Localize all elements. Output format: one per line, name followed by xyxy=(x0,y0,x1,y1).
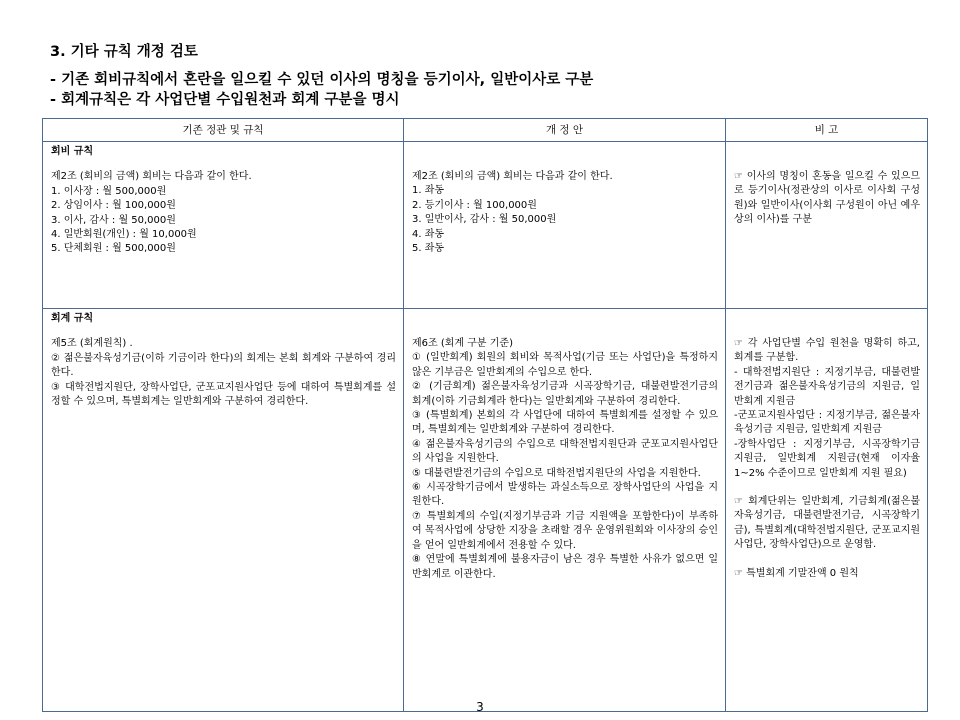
cell-lines xyxy=(734,170,920,228)
text-line: ⑦ 특별회계의 수입(지정기부금과 기금 지원액을 포함한다)이 부족하여 목적사업에 상당한 지장을 초래할 경우 운영위원회와 이사장의 승인을 얻어 일반회계에서 전용할 수 있다. xyxy=(412,510,718,551)
text-line: ④ 젊은불자육성기금의 수입으로 대학전법지원단과 군포교지원사업단의 사업을 지원한다. xyxy=(412,438,718,465)
blank-line xyxy=(734,553,920,567)
text-line: ② 젊은불자육성기금(이하 기금이라 한다)의 회계는 본회 회계와 구분하여 경리한다. xyxy=(51,352,396,379)
text-line: 2. 등기이사 : 월 100,000원 xyxy=(412,199,537,211)
cell-remarks xyxy=(726,142,928,309)
cell-remarks xyxy=(726,309,928,712)
summary-bullet-1: - 기존 회비규칙에서 혼란을 일으킬 수 있던 이사의 명칭을 등기이사, 일반이사로 구분 xyxy=(50,72,594,88)
text-line: ② (기금회계) 젊은불자육성기금과 시곡장학기금, 대불련발전기금의 회계(이하 기금회계라 한다)는 일반회계와 구분하여 경리한다. xyxy=(412,381,722,407)
text-line: ① (일반회계) 회원의 회비와 목적사업(기금 또는 사업단)을 특정하지 않은 기부금은 일반회계의 수입으로 한다. xyxy=(412,352,722,378)
section-title: 3. 기타 규칙 개정 검토 xyxy=(50,44,198,60)
header-remarks: 비 고 xyxy=(726,119,928,142)
text-line: 5. 좌동 xyxy=(412,243,445,255)
cell-existing xyxy=(43,142,404,309)
text-line: 4. 좌동 xyxy=(412,228,445,240)
cell-revision xyxy=(404,309,726,712)
text-line: 1. 좌동 xyxy=(412,185,445,197)
table-header-row xyxy=(43,119,928,142)
text-line: ⑤ 대불련발전기금의 수입으로 대학전법지원단의 사업을 지원한다. xyxy=(412,467,701,479)
text-line: 3. 이사, 감사 : 월 50,000원 xyxy=(51,214,176,226)
text-line: 3. 일반이사, 감사 : 월 50,000원 xyxy=(412,214,557,226)
text-line: ⑧ 연말에 특별회계에 불용자금이 남은 경우 특별한 사유가 없으면 일반회계로 이관한다. xyxy=(412,554,718,580)
cell-lines xyxy=(412,170,718,256)
cell-existing xyxy=(43,309,404,712)
page-number: 3 xyxy=(476,700,484,714)
text-line: -장학사업단 : 지정기부금, 시곡장학기금 지원금, 일반회계 지원금(현재 이자율 1~2% 수준이므로 일반회계 지원 필요) xyxy=(734,438,924,479)
text-line: ☞ 각 사업단별 수입 원천을 명확히 하고, 회계를 구분함. xyxy=(734,338,924,364)
text-line: 5. 단체회원 : 월 500,000원 xyxy=(51,243,176,255)
cell-revision xyxy=(404,142,726,309)
text-line: ☞ 이사의 명칭이 혼동을 일으킬 수 있으므로 등기이사(정관상의 이사로 이사회 구성원)와 일반이사(이사회 구성원이 아닌 예우상의 이사)를 구분 xyxy=(734,171,920,226)
text-line: 2. 상임이사 : 월 100,000원 xyxy=(51,200,176,212)
summary-bullet-2: - 회계규칙은 각 사업단별 수입원천과 회계 구분을 명시 xyxy=(50,92,400,108)
cell-lines xyxy=(51,337,396,409)
rule-title: 회비 규칙 xyxy=(51,146,94,157)
cell-lines xyxy=(734,337,924,581)
text-line: 1. 이사장 : 월 500,000원 xyxy=(51,185,167,197)
text-line: -군포교지원사업단 : 지정기부금, 젊은불자육성기금 지원금, 일반회계 지원금 xyxy=(734,410,920,436)
text-line: ⑥ 시곡장학기금에서 발생하는 과실소득으로 장학사업단의 사업을 지원한다. xyxy=(412,482,718,508)
header-existing: 기존 정관 및 규칙 xyxy=(43,119,404,142)
comparison-table xyxy=(42,118,928,712)
table-row xyxy=(43,309,928,712)
blank-line xyxy=(734,481,920,495)
rule-title: 회계 규칙 xyxy=(51,313,94,324)
text-line: 제2조 (회비의 금액) 회비는 다음과 같이 한다. xyxy=(412,171,613,182)
text-line: ③ (특별회계) 본회의 각 사업단에 대하여 특별회계를 설정할 수 있으며, 특별회계는 일반회계와 구분하여 경리한다. xyxy=(412,410,718,436)
cell-lines xyxy=(412,337,722,582)
cell-lines xyxy=(51,170,396,256)
text-line: ③ 대학전법지원단, 장학사업단, 군포교지원사업단 등에 대하여 특별회계를 설정할 수 있으며, 특별회계는 일반회계와 구분하여 경리한다. xyxy=(51,381,396,408)
text-line: 4. 일반회원(개인) : 월 10,000원 xyxy=(51,229,197,241)
text-line: 제6조 (회계 구분 기준) xyxy=(412,338,513,349)
text-line: 제2조 (회비의 금액) 회비는 다음과 같이 한다. xyxy=(51,171,252,183)
text-line: ☞ 특별회계 기말잔액 0 원칙 xyxy=(734,567,859,579)
text-line: ☞ 회계단위는 일반회계, 기금회계(젊은불자육성기금, 대불련발전기금, 시곡장학기금), 특별회계(대학전법지원단, 군포교지원사업단, 장학사업단)으로 운영함. xyxy=(734,496,920,551)
table-row xyxy=(43,142,928,309)
text-line: 제5조 (회계원칙) . xyxy=(51,338,133,350)
text-line: - 대학전법지원단 : 지정기부금, 대불련발전기금과 젊은불자육성기금의 지원금, 일반회계 지원금 xyxy=(734,366,920,407)
header-revision: 개 정 안 xyxy=(404,119,726,142)
